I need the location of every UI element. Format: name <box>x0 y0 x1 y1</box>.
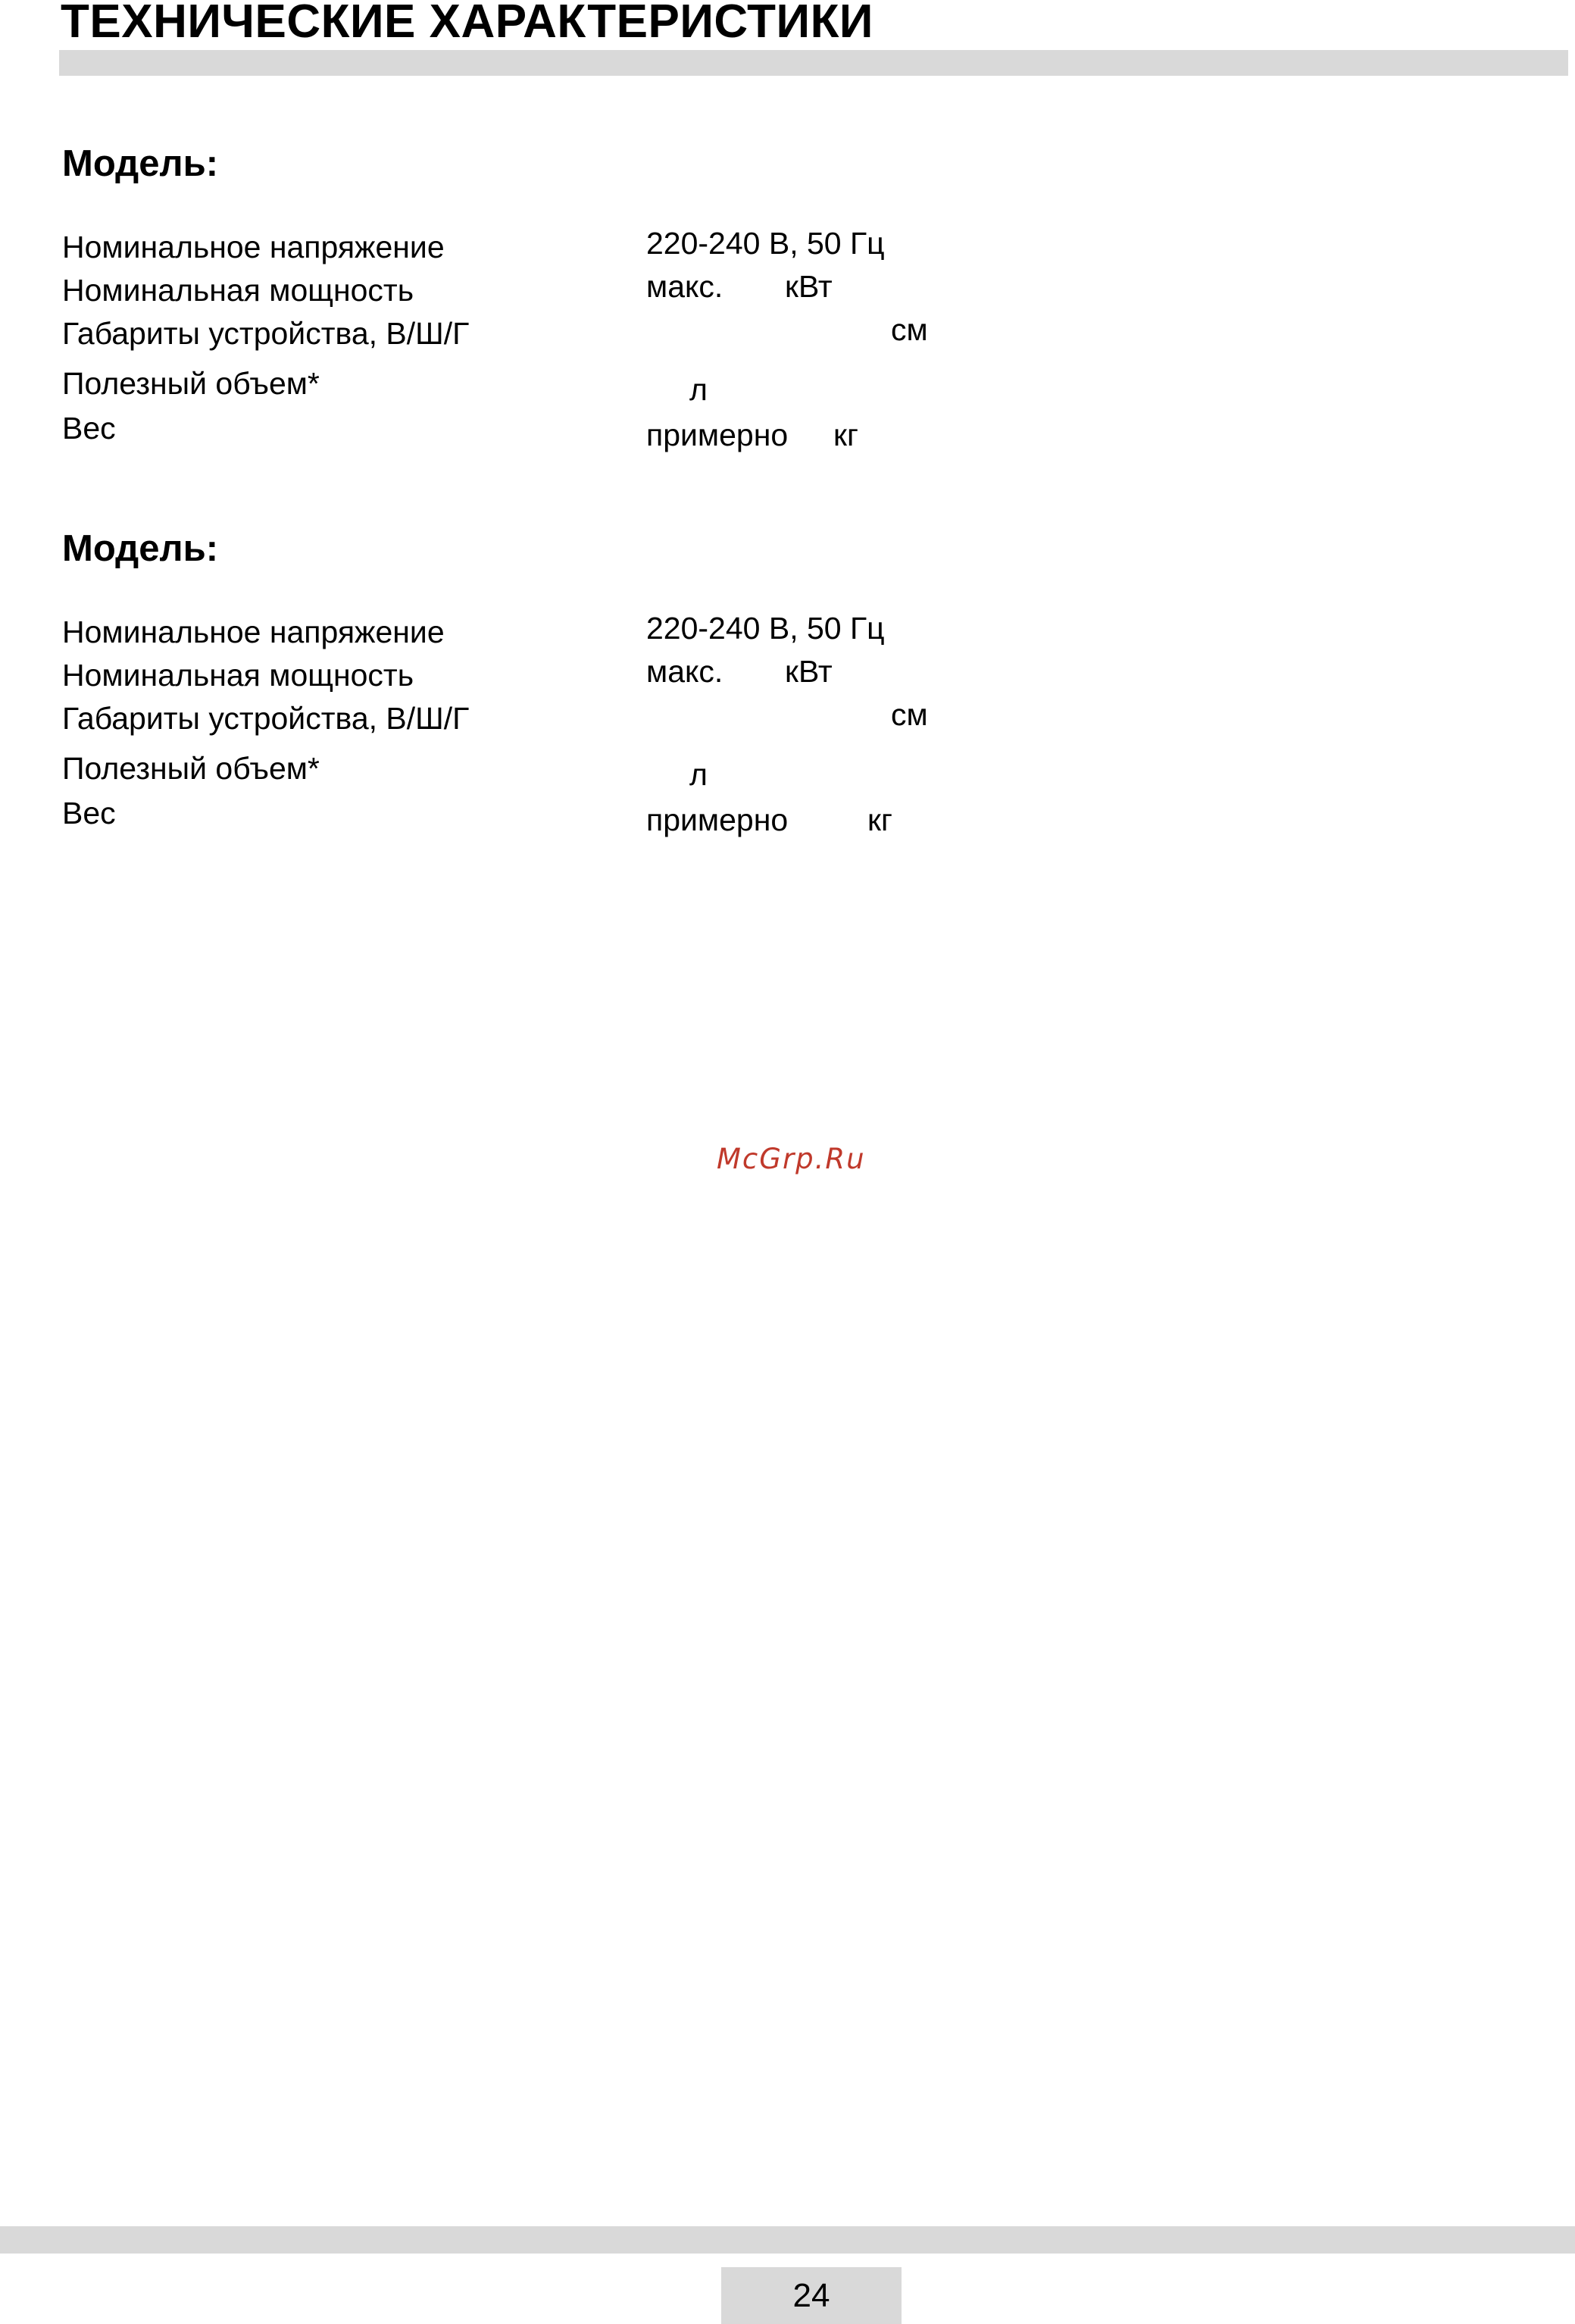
power-prefix: макс. <box>646 269 723 304</box>
watermark: McGrp.Ru <box>717 1143 866 1175</box>
volume-unit: л <box>689 757 708 792</box>
volume-label: Полезный объем* <box>62 366 320 401</box>
page-title: ТЕХНИЧЕСКИЕ ХАРАКТЕРИСТИКИ <box>61 0 873 48</box>
page-number-box <box>721 2267 902 2324</box>
weight-label: Вес <box>62 796 116 830</box>
page-number: 24 <box>792 2276 830 2314</box>
dimensions-label: Габариты устройства, В/Ш/Г <box>62 316 470 351</box>
voltage-value: 220-240 В, 50 Гц <box>646 611 885 646</box>
header-divider <box>59 50 1568 76</box>
volume-unit: л <box>689 372 708 407</box>
voltage-label: Номинальное напряжение <box>62 615 445 649</box>
volume-label: Полезный объем* <box>62 751 320 786</box>
power-prefix: макс. <box>646 654 723 689</box>
weight-prefix: примерно <box>646 418 789 452</box>
power-label: Номинальная мощность <box>62 658 414 693</box>
power-unit: кВт <box>785 654 833 689</box>
power-unit: кВт <box>785 269 833 304</box>
dimensions-unit: см <box>891 312 928 347</box>
voltage-label: Номинальное напряжение <box>62 230 445 264</box>
dimensions-label: Габариты устройства, В/Ш/Г <box>62 701 470 736</box>
dimensions-unit: см <box>891 697 928 732</box>
model-heading: Модель: <box>62 143 219 184</box>
model-heading: Модель: <box>62 528 219 569</box>
weight-unit: кг <box>867 802 892 837</box>
weight-label: Вес <box>62 411 116 446</box>
power-label: Номинальная мощность <box>62 273 414 308</box>
weight-unit: кг <box>833 418 858 452</box>
weight-prefix: примерно <box>646 802 789 837</box>
voltage-value: 220-240 В, 50 Гц <box>646 226 885 261</box>
footer-divider <box>0 2226 1575 2254</box>
